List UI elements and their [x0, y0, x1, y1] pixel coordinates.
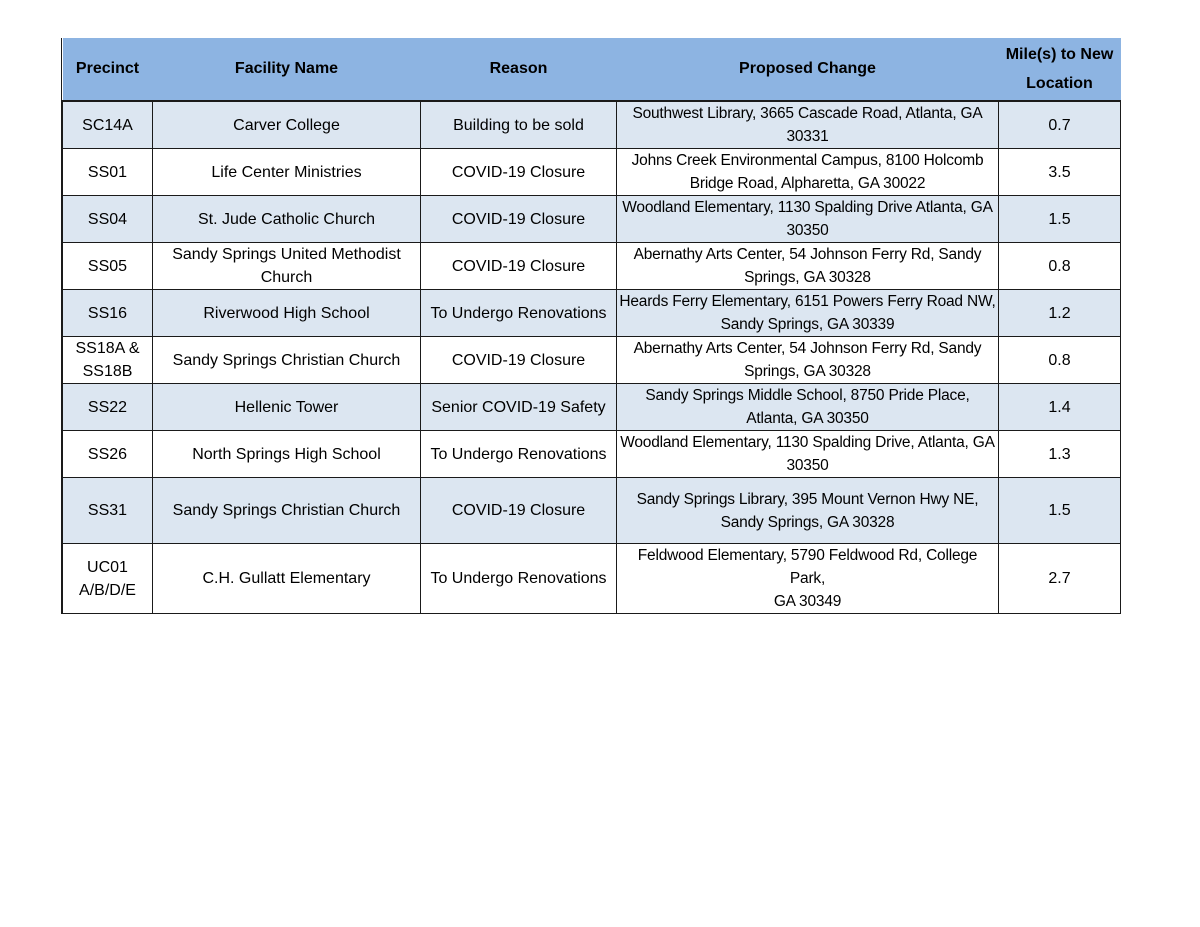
- cell-proposed-change-line: Sandy Springs Library, 395 Mount Vernon Hwy NE,: [636, 490, 979, 508]
- cell-proposed-change-line: Sandy Springs, GA 30328: [720, 513, 895, 531]
- cell-proposed-change: [617, 478, 999, 544]
- cell-precinct: [63, 384, 153, 431]
- cell-facility-name-line: North Springs High School: [192, 445, 381, 463]
- cell-proposed-change-line: Southwest Library, 3665 Cascade Road, Atlanta, GA: [632, 105, 983, 122]
- cell-precinct-line: SS16: [87, 304, 128, 322]
- cell-facility-name: [153, 431, 421, 478]
- cell-proposed-change-line: Abernathy Arts Center, 54 Johnson Ferry Rd, Sandy: [633, 340, 982, 357]
- cell-proposed-change-line: 30331: [786, 128, 829, 145]
- cell-proposed-change-line: 30350: [786, 222, 829, 239]
- precinct-changes-sheet: [61, 38, 1119, 614]
- cell-miles: 0.7: [999, 101, 1121, 149]
- cell-miles: 2.7: [999, 544, 1121, 614]
- cell-facility-name-line: Riverwood High School: [203, 304, 370, 322]
- cell-proposed-change: [617, 290, 999, 337]
- cell-precinct: [63, 290, 153, 337]
- cell-precinct-line: SS01: [87, 163, 128, 181]
- cell-proposed-change-line: Atlanta, GA 30350: [746, 410, 869, 427]
- cell-precinct-line: SS26: [87, 445, 128, 463]
- cell-miles: 3.5: [999, 149, 1121, 196]
- cell-reason: To Undergo Renovations: [421, 290, 617, 337]
- cell-facility-name-line: Hellenic Tower: [234, 398, 339, 416]
- cell-facility-name: [153, 243, 421, 290]
- cell-facility-name-line: St. Jude Catholic Church: [198, 210, 375, 228]
- cell-proposed-change-line: Springs, GA 30328: [744, 363, 871, 380]
- header-precinct: Precinct: [63, 38, 153, 101]
- cell-proposed-change-line: 30350: [786, 457, 829, 474]
- cell-proposed-change: [617, 337, 999, 384]
- table-row: [63, 431, 1121, 478]
- table-body: [63, 101, 1121, 614]
- cell-facility-name: [153, 290, 421, 337]
- cell-precinct-line: SS18B: [82, 363, 133, 380]
- cell-reason: COVID-19 Closure: [421, 243, 617, 290]
- cell-precinct-line: SS22: [87, 398, 128, 416]
- cell-precinct-line: SS31: [87, 502, 128, 519]
- cell-proposed-change-line: Johns Creek Environmental Campus, 8100 Holcomb: [631, 152, 984, 169]
- cell-facility-name: [153, 544, 421, 614]
- cell-precinct-line: UC01: [87, 558, 128, 576]
- cell-proposed-change: [617, 243, 999, 290]
- cell-precinct: [63, 544, 153, 614]
- cell-facility-name: [153, 384, 421, 431]
- cell-proposed-change: [617, 384, 999, 431]
- cell-precinct-line: SS05: [87, 257, 128, 275]
- cell-miles: 1.3: [999, 431, 1121, 478]
- header-miles-line-2: Location: [1026, 75, 1093, 92]
- cell-reason: COVID-19 Closure: [421, 337, 617, 384]
- cell-precinct: [63, 243, 153, 290]
- precinct-changes-table: [62, 38, 1121, 614]
- header-facility-name: Facility Name: [153, 38, 421, 101]
- cell-precinct-line: SC14A: [82, 116, 133, 134]
- cell-facility-name-line: Sandy Springs United Methodist: [172, 246, 401, 263]
- table-row: [63, 243, 1121, 290]
- cell-precinct: [63, 149, 153, 196]
- cell-miles: 1.5: [999, 478, 1121, 544]
- cell-proposed-change-line: Sandy Springs, GA 30339: [720, 316, 895, 333]
- table-row: [63, 101, 1121, 149]
- cell-reason: Building to be sold: [421, 101, 617, 149]
- table-row: [63, 149, 1121, 196]
- cell-facility-name-line: C.H. Gullatt Elementary: [202, 570, 371, 587]
- cell-reason: Senior COVID-19 Safety: [421, 384, 617, 431]
- cell-miles: 1.5: [999, 196, 1121, 243]
- cell-proposed-change-line: Springs, GA 30328: [744, 269, 871, 286]
- cell-proposed-change: [617, 196, 999, 243]
- cell-proposed-change-line: Feldwood Elementary, 5790 Feldwood Rd, College Park,: [637, 547, 978, 587]
- cell-facility-name-line: Sandy Springs Christian Church: [172, 351, 401, 369]
- cell-facility-name: [153, 196, 421, 243]
- cell-facility-name-line: Church: [260, 269, 313, 286]
- table-frame: [61, 38, 1119, 614]
- table-row: [63, 384, 1121, 431]
- header-miles-to-new-location: [999, 38, 1121, 101]
- cell-proposed-change-line: Woodland Elementary, 1130 Spalding Drive, Atlanta, GA: [620, 434, 995, 451]
- table-row: [63, 196, 1121, 243]
- header-row: [63, 38, 1121, 101]
- table-row: [63, 337, 1121, 384]
- cell-facility-name-line: Sandy Springs Christian Church: [172, 502, 401, 519]
- cell-reason: COVID-19 Closure: [421, 149, 617, 196]
- cell-facility-name: [153, 478, 421, 544]
- cell-proposed-change-line: Sandy Springs Middle School, 8750 Pride Place,: [645, 387, 970, 404]
- cell-proposed-change-line: Heards Ferry Elementary, 6151 Powers Ferry Road NW,: [619, 293, 996, 310]
- header-proposed-change: Proposed Change: [617, 38, 999, 101]
- table-row: [63, 290, 1121, 337]
- cell-proposed-change-line: Bridge Road, Alpharetta, GA 30022: [689, 175, 926, 192]
- cell-miles: 1.4: [999, 384, 1121, 431]
- cell-facility-name-line: Carver College: [233, 116, 340, 134]
- cell-precinct: [63, 101, 153, 149]
- cell-precinct-line: SS04: [87, 210, 128, 228]
- cell-miles: 0.8: [999, 243, 1121, 290]
- header-miles-line-1: Mile(s) to New: [1005, 46, 1114, 63]
- cell-proposed-change: [617, 149, 999, 196]
- cell-miles: 0.8: [999, 337, 1121, 384]
- cell-precinct: [63, 337, 153, 384]
- cell-precinct-line: SS18A &: [75, 340, 140, 357]
- cell-precinct-line: A/B/D/E: [79, 581, 136, 599]
- header-reason: Reason: [421, 38, 617, 101]
- table-header: [63, 38, 1121, 101]
- cell-proposed-change-line: Abernathy Arts Center, 54 Johnson Ferry Rd, Sandy: [633, 246, 982, 263]
- cell-precinct: [63, 196, 153, 243]
- cell-facility-name: [153, 337, 421, 384]
- cell-miles: 1.2: [999, 290, 1121, 337]
- cell-reason: To Undergo Renovations: [421, 431, 617, 478]
- cell-proposed-change-line: Woodland Elementary, 1130 Spalding Drive Atlanta, GA: [622, 199, 993, 216]
- table-row: [63, 478, 1121, 544]
- cell-proposed-change: [617, 544, 999, 614]
- cell-facility-name-line: Life Center Ministries: [211, 163, 362, 181]
- cell-precinct: [63, 431, 153, 478]
- cell-proposed-change: [617, 431, 999, 478]
- cell-reason: COVID-19 Closure: [421, 478, 617, 544]
- table-row: [63, 544, 1121, 614]
- cell-facility-name: [153, 101, 421, 149]
- cell-precinct: [63, 478, 153, 544]
- cell-reason: To Undergo Renovations: [421, 544, 617, 614]
- cell-facility-name: [153, 149, 421, 196]
- cell-proposed-change-line: GA 30349: [773, 593, 842, 610]
- cell-proposed-change: [617, 101, 999, 149]
- cell-reason: COVID-19 Closure: [421, 196, 617, 243]
